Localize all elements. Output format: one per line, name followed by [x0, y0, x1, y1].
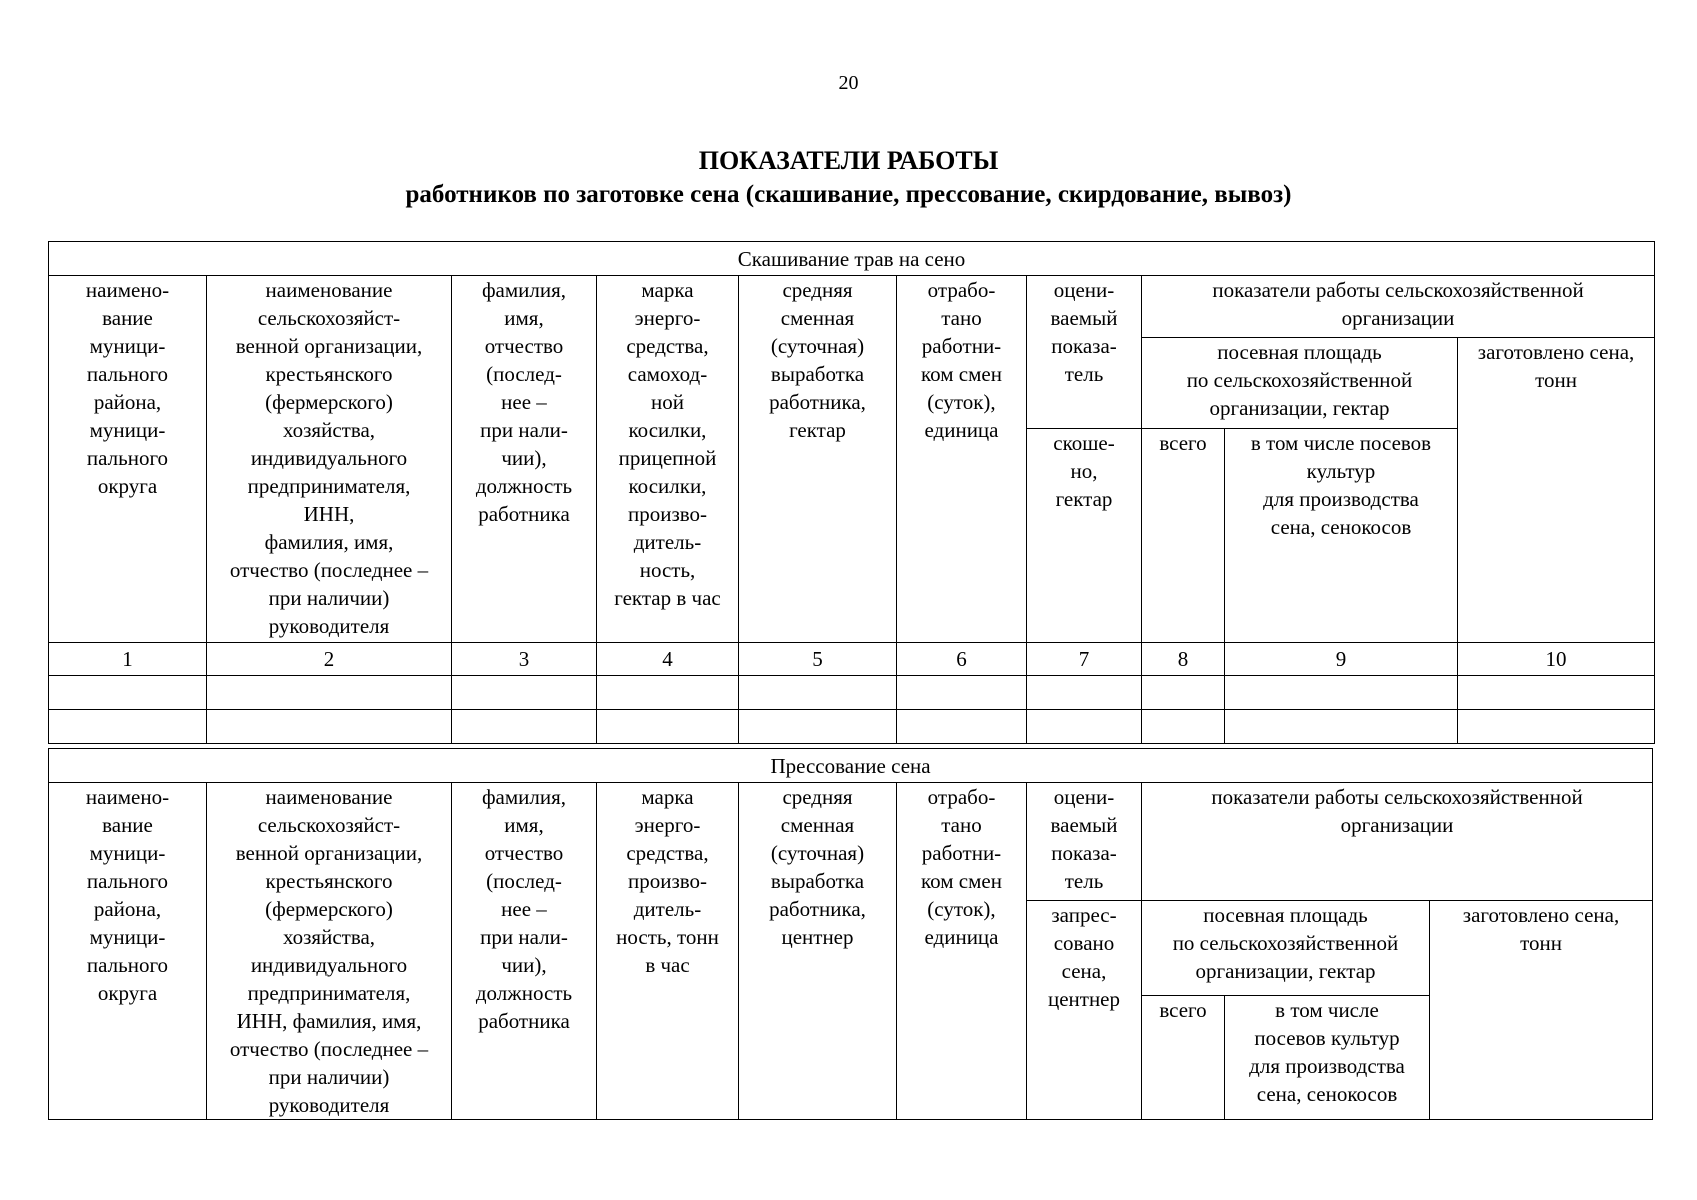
table-cell[interactable] — [207, 676, 452, 710]
table-cell[interactable] — [739, 676, 897, 710]
column-number: 6 — [897, 643, 1027, 676]
header-average-output: средняя сменная (суточная) выработка работника, центнер — [739, 783, 897, 1120]
table-cell[interactable] — [597, 676, 739, 710]
header-sown-area: посевная площадь по сельскохозяйственной организации, гектар — [1142, 901, 1430, 996]
table-cell[interactable] — [452, 676, 597, 710]
table-cell[interactable] — [1225, 710, 1458, 744]
table-cell[interactable] — [897, 676, 1027, 710]
column-number: 10 — [1458, 643, 1655, 676]
pressing-table — [48, 748, 1653, 1120]
header-organization: наименование сельскохозяйст- венной организации, крестьянского (фермерского) хозяйства, индивидуального предпринимателя, ИНН, фамилия, имя, отчество (последнее – при наличии) руководителя — [207, 783, 452, 1120]
header-worker-name: фамилия, имя, отчество (послед- нее – при нали- чии), должность работника — [452, 276, 597, 643]
column-number: 3 — [452, 643, 597, 676]
table-cell[interactable] — [897, 710, 1027, 744]
header-organization-indicators: показатели работы сельскохозяйственной организации — [1142, 783, 1653, 901]
header-worker-name: фамилия, имя, отчество (послед- нее – при нали- чии), должность работника — [452, 783, 597, 1120]
table-cell[interactable] — [49, 710, 207, 744]
header-including-crops: в том числе посевов культур для производства сена, сенокосов — [1225, 429, 1458, 643]
table-row — [49, 676, 1655, 710]
mowing-table — [48, 241, 1655, 744]
table-cell[interactable] — [452, 710, 597, 744]
column-number: 2 — [207, 643, 452, 676]
table-cell[interactable] — [739, 710, 897, 744]
column-number: 5 — [739, 643, 897, 676]
table-cell[interactable] — [1225, 676, 1458, 710]
header-evaluated-indicator: оцени- ваемый показа- тель — [1027, 783, 1142, 901]
table-cell[interactable] — [597, 710, 739, 744]
table-cell[interactable] — [49, 676, 207, 710]
header-average-output: средняя сменная (суточная) выработка работника, гектар — [739, 276, 897, 643]
header-organization: наименование сельскохозяйст- венной организации, крестьянского (фермерского) хозяйства, индивидуального предпринимателя, ИНН, фамилия, имя, отчество (последнее – при наличии) руководителя — [207, 276, 452, 643]
header-mower-brand: марка энерго- средства, самоход- ной косилки, прицепной косилки, произво- дитель- ность, гектар в час — [597, 276, 739, 643]
header-pressed-hay: запрес- совано сена, центнер — [1027, 901, 1142, 1120]
header-hay-harvested: заготовлено сена, тонн — [1458, 338, 1655, 643]
document-title: ПОКАЗАТЕЛИ РАБОТЫ — [698, 146, 999, 175]
header-total: всего — [1142, 429, 1225, 643]
table-cell[interactable] — [207, 710, 452, 744]
mowing-section-title: Скашивание трав на сено — [49, 242, 1655, 276]
header-shifts-worked: отрабо- тано работни- ком смен (суток), единица — [897, 783, 1027, 1120]
table-cell[interactable] — [1142, 676, 1225, 710]
header-sown-area: посевная площадь по сельскохозяйственной организации, гектар — [1142, 338, 1458, 429]
column-numbers-row — [49, 643, 1655, 676]
column-number: 1 — [49, 643, 207, 676]
header-municipality: наимено- вание муници- пального района, муници- пального округа — [49, 276, 207, 643]
page-number: 20 — [838, 72, 859, 94]
table-cell[interactable] — [1458, 676, 1655, 710]
table-cell[interactable] — [1458, 710, 1655, 744]
header-evaluated-indicator: оцени- ваемый показа- тель — [1027, 276, 1142, 429]
table-cell[interactable] — [1142, 710, 1225, 744]
table-row — [49, 710, 1655, 744]
column-number: 9 — [1225, 643, 1458, 676]
column-number: 7 — [1027, 643, 1142, 676]
table-cell[interactable] — [1027, 676, 1142, 710]
header-total: всего — [1142, 996, 1225, 1120]
header-hay-harvested: заготовлено сена, тонн — [1430, 901, 1653, 1120]
column-number: 4 — [597, 643, 739, 676]
column-number: 8 — [1142, 643, 1225, 676]
header-municipality: наимено- вание муници- пального района, муници- пального округа — [49, 783, 207, 1120]
header-organization-indicators: показатели работы сельскохозяйственной организации — [1142, 276, 1655, 338]
pressing-section-title: Прессование сена — [49, 749, 1653, 783]
header-press-brand: марка энерго- средства, произво- дитель- ность, тонн в час — [597, 783, 739, 1120]
header-mowed-hectares: скоше- но, гектар — [1027, 429, 1142, 643]
table-cell[interactable] — [1027, 710, 1142, 744]
header-shifts-worked: отрабо- тано работни- ком смен (суток), единица — [897, 276, 1027, 643]
document-subtitle: работников по заготовке сена (скашивание, прессование, скирдование, вывоз) — [405, 181, 1292, 208]
header-including-crops: в том числе посевов культур для производства сена, сенокосов — [1225, 996, 1430, 1120]
